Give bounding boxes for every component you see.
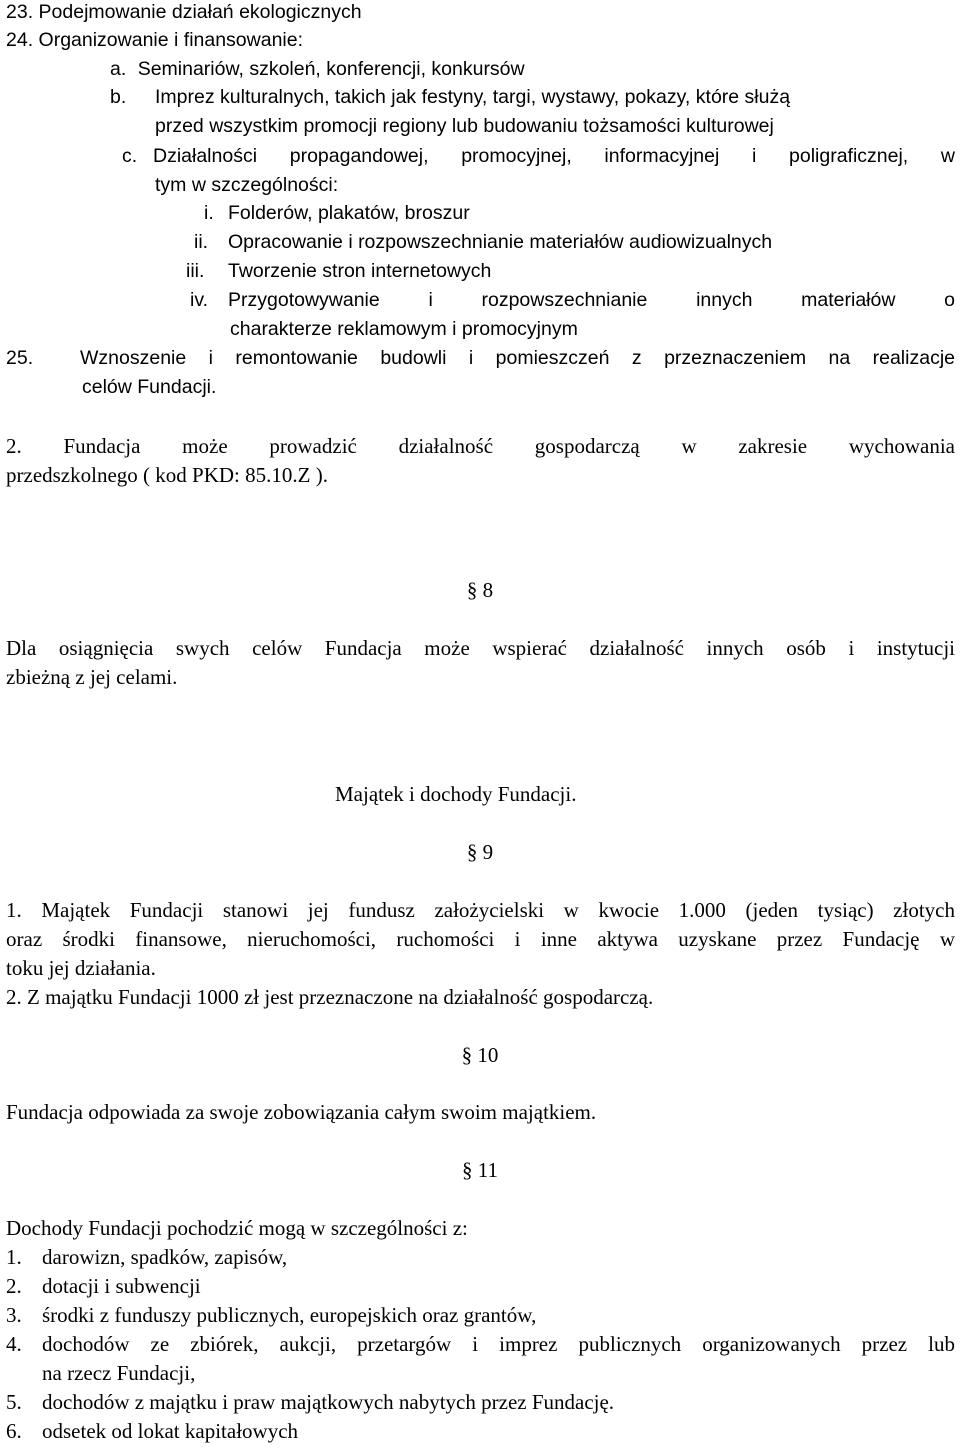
section-8-line1: Dla osiągnięcia swych celów Fundacja może wspierać działalność innych osób i instytucji xyxy=(6,636,955,660)
list-item-25-line2: celów Fundacji. xyxy=(82,376,217,398)
item-number: a. xyxy=(110,58,127,80)
income-item-6-number: 6. xyxy=(6,1419,22,1443)
income-item-5-text: dochodów z majątku i praw majątkowych nabytych przez Fundację. xyxy=(42,1390,615,1414)
income-item-6-text: odsetek od lokat kapitałowych xyxy=(42,1419,299,1443)
roman-item-i-number: i. xyxy=(204,202,214,224)
roman-item-iv-number: iv. xyxy=(190,289,209,311)
roman-item-ii-number: ii. xyxy=(194,231,209,253)
section-8-heading: § 8 xyxy=(466,578,494,602)
income-item-5-number: 5. xyxy=(6,1390,22,1414)
list-item-25-line1: Wznoszenie i remontowanie budowli i pomieszczeń z przeznaczeniem na realizacje xyxy=(80,347,955,369)
section-11-intro: Dochody Fundacji pochodzić mogą w szczególności z: xyxy=(6,1216,468,1240)
sub-item-b-line1: Imprez kulturalnych, takich jak festyny, targi, wystawy, pokazy, które służą xyxy=(155,86,791,108)
sub-item-b-line2: przed wszystkim promocji regiony lub budowaniu tożsamości kulturowej xyxy=(155,115,774,137)
section-9-heading: § 9 xyxy=(466,840,494,864)
item-text: Organizowanie i finansowanie: xyxy=(38,29,304,51)
section-9-p1-line2: oraz środki finansowe, nieruchomości, ruchomości i inne aktywa uzyskane przez Fundację w xyxy=(6,927,955,951)
sub-item-c-line1: Działalności propagandowej, promocyjnej, informacyjnej i poligraficznej, w xyxy=(153,145,955,167)
income-item-1-number: 1. xyxy=(6,1245,22,1269)
section-10-heading: § 10 xyxy=(461,1043,499,1067)
income-item-4-line2: na rzecz Fundacji, xyxy=(42,1361,196,1385)
section-9-p1-line1: 1. Majątek Fundacji stanowi jej fundusz założycielski w kwocie 1.000 (jeden tysiąc) złotych xyxy=(6,898,955,922)
income-item-3-text: środki z funduszy publicznych, europejskich oraz grantów, xyxy=(42,1303,537,1327)
list-item-23 xyxy=(6,0,362,26)
income-item-3-number: 3. xyxy=(6,1303,22,1327)
section-9-p2: 2. Z majątku Fundacji 1000 zł jest przeznaczone na działalność gospodarczą. xyxy=(6,985,654,1009)
sub-item-c-number: c. xyxy=(122,145,138,167)
roman-item-iii-number: iii. xyxy=(186,260,205,282)
item-number: 23. xyxy=(6,1,34,23)
income-item-4-line1: dochodów ze zbiórek, aukcji, przetargów i imprez publicznych organizowanych przez lub xyxy=(42,1332,955,1356)
item-text: Seminariów, szkoleń, konferencji, konkursów xyxy=(137,58,525,80)
income-item-4-number: 4. xyxy=(6,1332,22,1356)
item-number: 24. xyxy=(6,29,34,51)
section-8-line2: zbieżną z jej celami. xyxy=(6,665,178,689)
paragraph-point-2-line2: przedszkolnego ( kod PKD: 85.10.Z ). xyxy=(6,463,328,487)
list-item-24 xyxy=(6,26,303,54)
income-item-2-number: 2. xyxy=(6,1274,22,1298)
sub-item-a xyxy=(110,55,525,83)
roman-item-iv-line1: Przygotowywanie i rozpowszechnianie innych materiałów o xyxy=(228,289,955,311)
roman-item-i-text: Folderów, plakatów, broszur xyxy=(228,202,470,224)
paragraph-point-2-line1: 2. Fundacja może prowadzić działalność gospodarczą w zakresie wychowania xyxy=(6,434,955,458)
sub-item-c-line2: tym w szczególności: xyxy=(155,174,339,196)
section-10-text: Fundacja odpowiada za swoje zobowiązania całym swoim majątkiem. xyxy=(6,1100,597,1124)
section-11-heading: § 11 xyxy=(462,1158,498,1182)
income-item-2-text: dotacji i subwencji xyxy=(42,1274,201,1298)
roman-item-ii-text: Opracowanie i rozpowszechnianie materiałów audiowizualnych xyxy=(228,231,773,253)
sub-item-b-number: b. xyxy=(110,86,127,108)
section-9-p1-line3: toku jej działania. xyxy=(6,956,156,980)
assets-title: Majątek i dochody Fundacji. xyxy=(335,782,577,806)
list-item-25-number: 25. xyxy=(6,347,34,369)
roman-item-iii-text: Tworzenie stron internetowych xyxy=(228,260,492,282)
roman-item-iv-line2: charakterze reklamowym i promocyjnym xyxy=(230,318,578,340)
income-item-1-text: darowizn, spadków, zapisów, xyxy=(42,1245,288,1269)
item-text: Podejmowanie działań ekologicznych xyxy=(38,1,362,23)
